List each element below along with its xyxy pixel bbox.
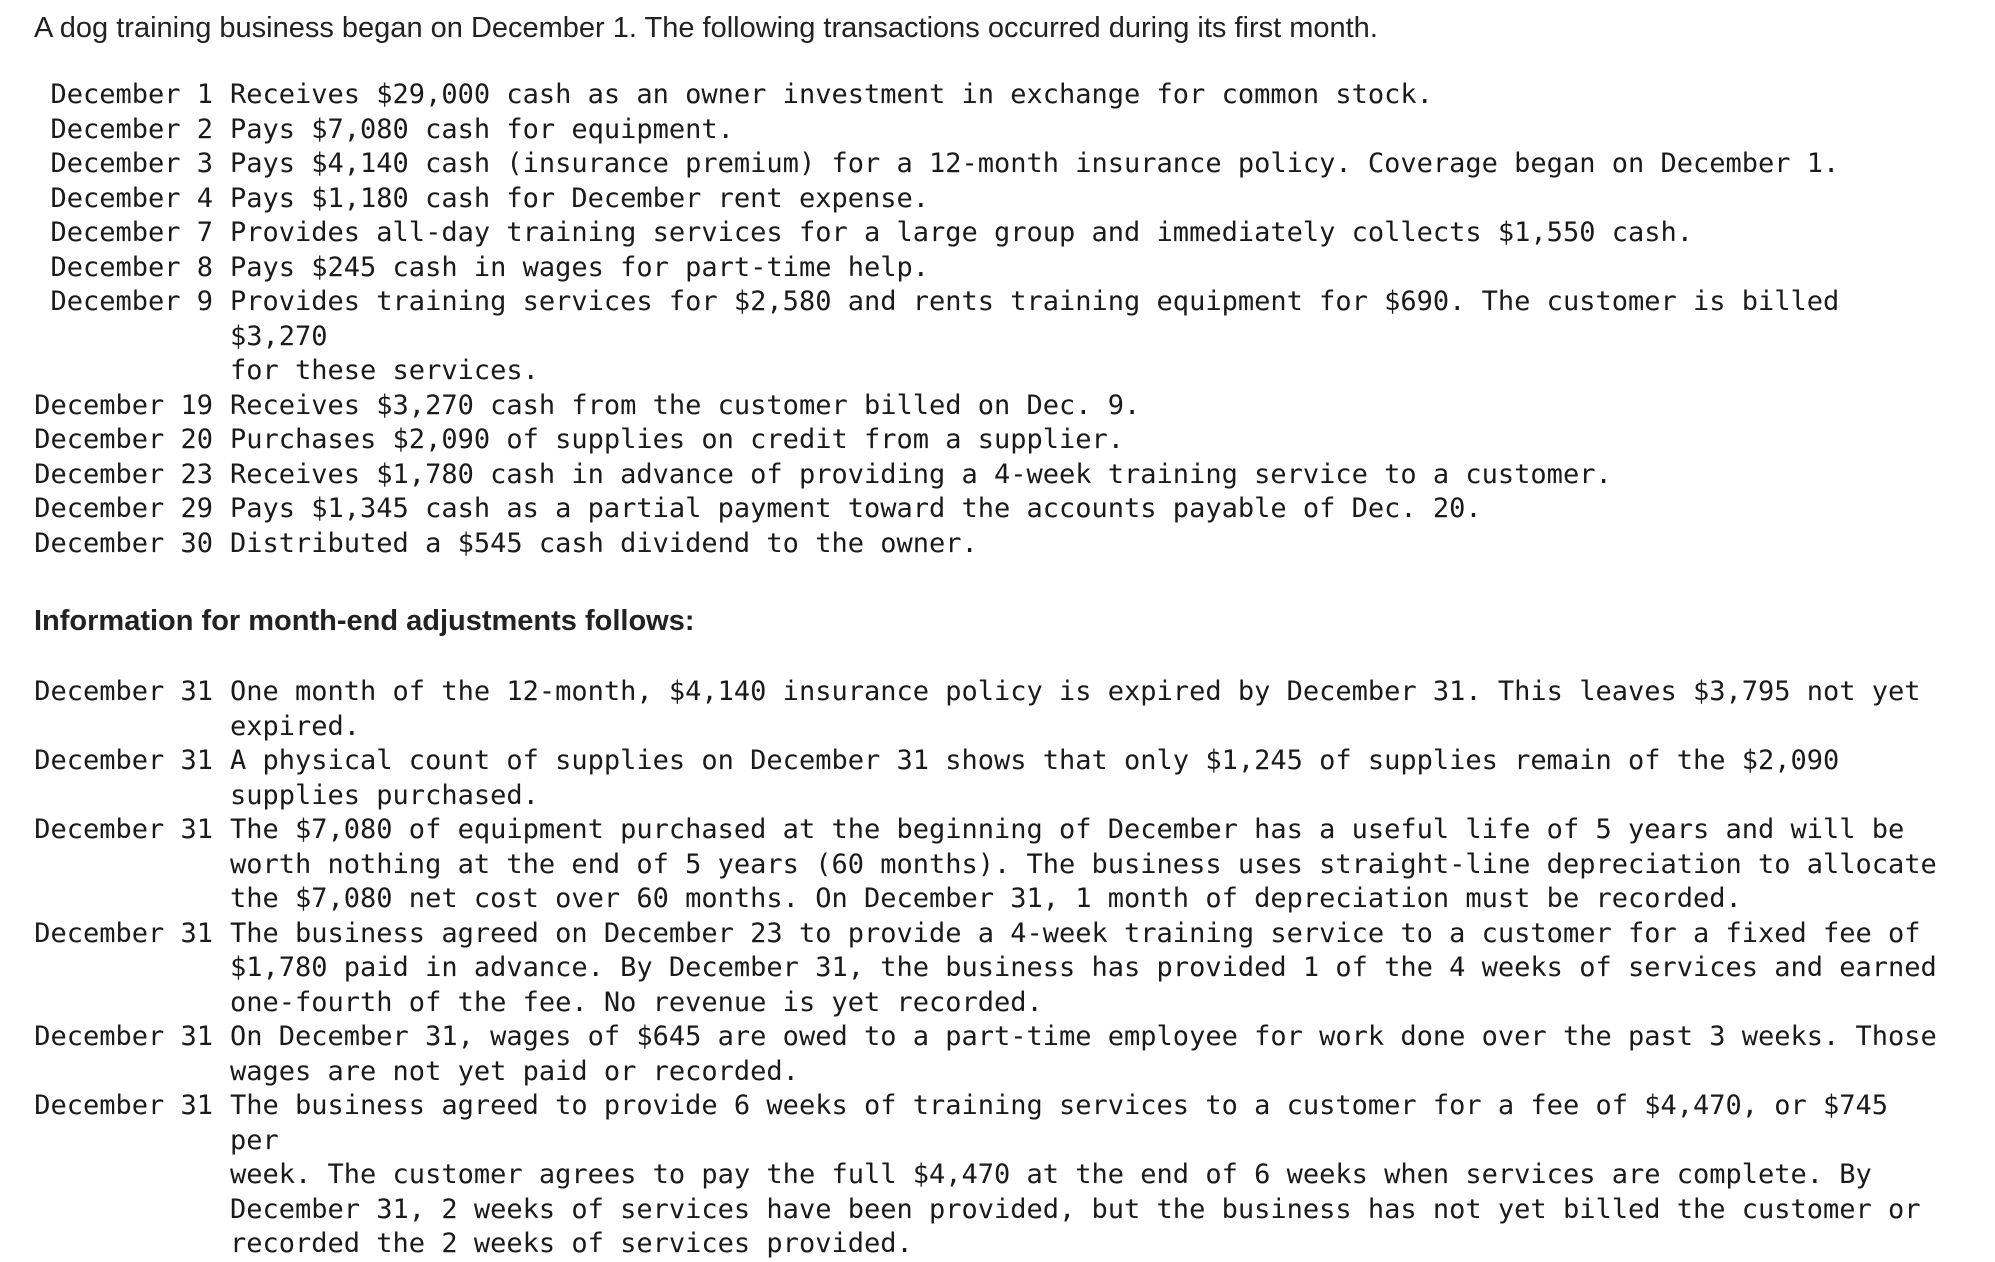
transaction-row (34, 182, 1974, 217)
transaction-text: Pays $1,180 cash for December rent expense. (230, 182, 929, 214)
transaction-date: December 29 (34, 493, 213, 524)
adjustment-date: December 31 (34, 1021, 213, 1052)
adjustment-text: One month of the 12-month, $4,140 insurance policy is expired by December 31. This leaves $3,795 not yet expired. (230, 676, 1921, 742)
transaction-date: December 2 (50, 113, 213, 145)
transaction-row (34, 251, 1974, 286)
adjustment-date: December 31 (34, 917, 213, 949)
transaction-text: Pays $245 cash in wages for part-time help. (230, 251, 929, 283)
adjustment-text: The business agreed to provide 6 weeks of training services to a customer for a fee of $4,470, or $745 per week. The customer agrees to pay the full $4,470 at the end of 6 weeks when services are complete. By December 31, 2 weeks of services have been provided, but the business has not yet billed the customer or recorded the 2 weeks of services provided. (230, 1090, 1921, 1259)
adjustment-date: December 31 (34, 745, 213, 776)
transaction-text: Pays $1,345 cash as a partial payment toward the accounts payable of Dec. 20. (230, 493, 1482, 524)
transaction-date: December 23 (34, 458, 213, 490)
transaction-row (34, 216, 1974, 251)
transaction-text: Provides training services for $2,580 and rents training equipment for $690. The customer is billed $3,270 for these services. (230, 286, 1840, 386)
transaction-row (34, 492, 1974, 527)
adjustment-row (34, 744, 1974, 813)
transaction-text: Distributed a $545 cash dividend to the owner. (230, 527, 978, 559)
adjustment-row (34, 813, 1974, 917)
transaction-row (34, 147, 1974, 182)
transaction-text: Receives $3,270 cash from the customer billed on Dec. 9. (230, 389, 1141, 421)
transaction-date: December 7 (50, 217, 213, 248)
transaction-text: Provides all-day training services for a large group and immediately collects $1,550 cash. (230, 217, 1693, 248)
adjustment-date: December 31 (34, 676, 213, 707)
transaction-text: Purchases $2,090 of supplies on credit from a supplier. (230, 424, 1125, 455)
adjustment-row (34, 917, 1974, 1021)
adjustments-heading: Information for month-end adjustments follows: (34, 605, 695, 637)
adjustment-date: December 31 (34, 1090, 213, 1121)
adjustment-text: The business agreed on December 23 to provide a 4-week training service to a customer for a fixed fee of $1,780 paid in advance. By December 31, the business has provided 1 of the 4 weeks of services and earned one-fourth of the fee. No revenue is yet recorded. (230, 917, 1937, 1018)
transaction-date: December 19 (34, 389, 213, 421)
transaction-date: December 9 (50, 286, 213, 317)
intro-text: A dog training business began on December 1. The following transactions occurred during its first month. (34, 12, 1378, 44)
problem-statement (34, 0, 1974, 1262)
adjustment-row (34, 675, 1974, 744)
transaction-date: December 3 (50, 148, 213, 179)
transaction-row (34, 78, 1974, 113)
transaction-text: Receives $1,780 cash in advance of providing a 4-week training service to a customer. (230, 458, 1612, 490)
transaction-date: December 30 (34, 527, 213, 559)
transaction-row (34, 389, 1974, 424)
transaction-text: Pays $7,080 cash for equipment. (230, 113, 734, 145)
transaction-text: Receives $29,000 cash as an owner investment in exchange for common stock. (230, 79, 1433, 110)
transaction-date: December 1 (50, 79, 213, 110)
adjustments-list (34, 675, 1974, 1262)
transactions-list (34, 78, 1974, 561)
transaction-date: December 4 (50, 182, 213, 214)
adjustment-row (34, 1020, 1974, 1089)
adjustment-text: On December 31, wages of $645 are owed to a part-time employee for work done over the past 3 weeks. Those wages are not yet paid or recorded. (230, 1021, 1937, 1087)
transaction-row (34, 423, 1974, 458)
adjustment-text: The $7,080 of equipment purchased at the beginning of December has a useful life of 5 years and will be worth nothing at the end of 5 years (60 months). The business uses straight-line depreciation to allocate the $7,080 net cost over 60 months. On December 31, 1 month of depreciation must be recorded. (230, 814, 1937, 914)
transaction-text: Pays $4,140 cash (insurance premium) for a 12-month insurance policy. Coverage began on December 1. (230, 148, 1840, 179)
adjustment-text: A physical count of supplies on December 31 shows that only $1,245 of supplies remain of the $2,090 supplies purchased. (230, 745, 1840, 811)
transaction-row (34, 113, 1974, 148)
transaction-row (34, 527, 1974, 562)
transaction-date: December 8 (50, 251, 213, 283)
transaction-date: December 20 (34, 424, 213, 455)
transaction-row (34, 458, 1974, 493)
transaction-row (34, 285, 1974, 389)
adjustment-date: December 31 (34, 814, 213, 845)
adjustment-row (34, 1089, 1974, 1262)
